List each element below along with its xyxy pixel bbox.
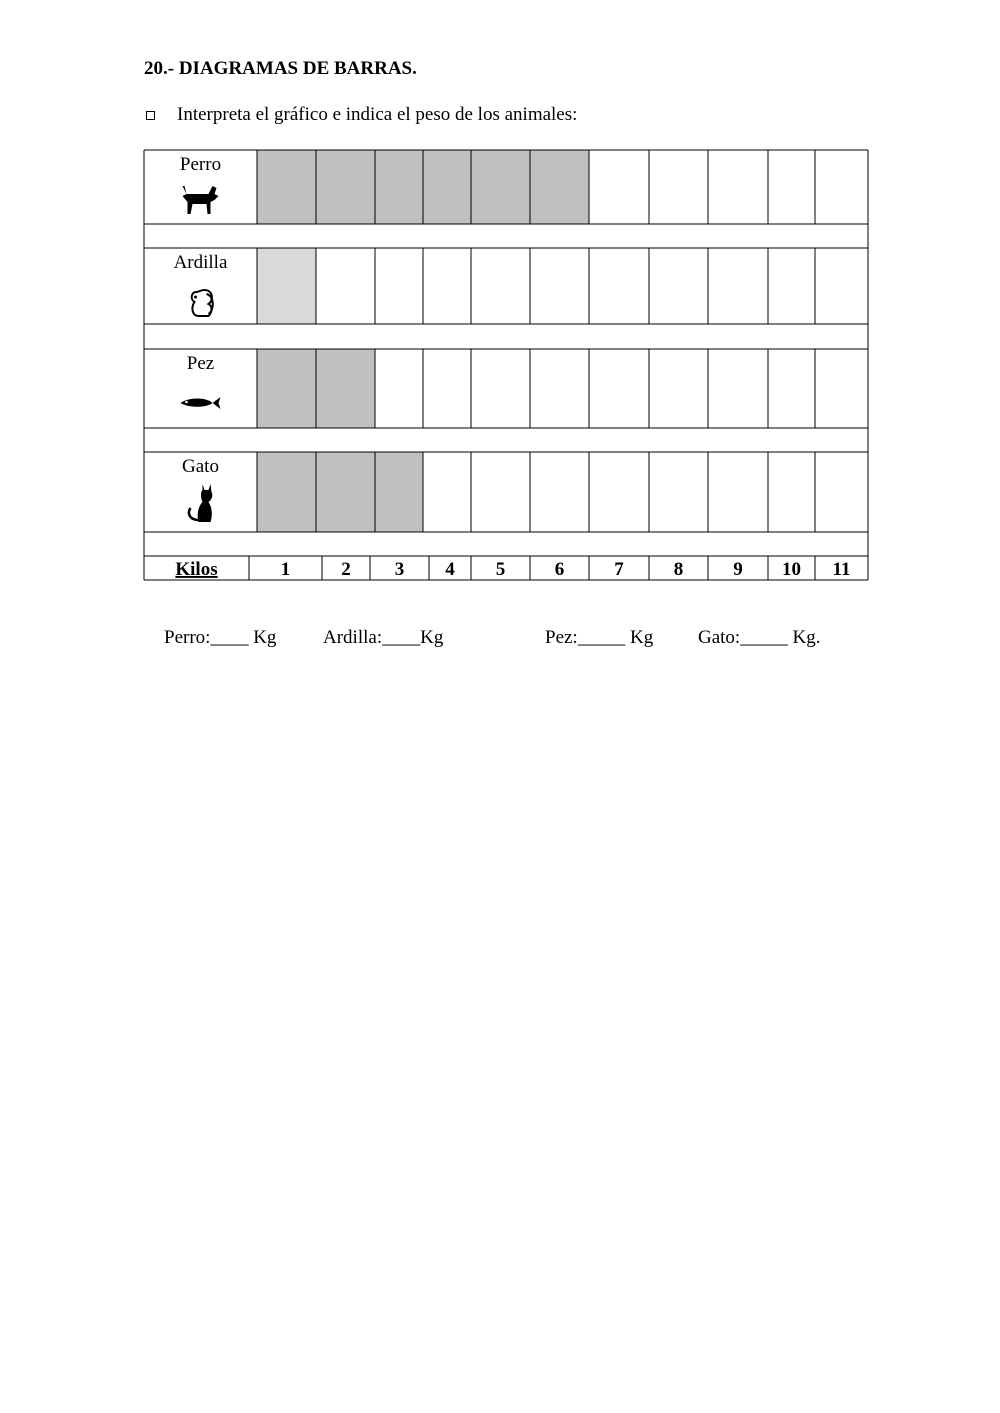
bar-segment	[530, 150, 589, 224]
instruction-text: Interpreta el gráfico e indica el peso de los animales:	[177, 104, 578, 125]
category-label: Pez	[186, 353, 215, 374]
category-label: Perro	[179, 154, 222, 175]
fish-icon	[181, 397, 221, 409]
tick-label: 3	[394, 559, 405, 580]
answer-unit: Kg	[420, 627, 444, 648]
answer-unit: Kg	[625, 627, 654, 648]
tick-label: 9	[733, 559, 743, 580]
dog-icon	[183, 186, 219, 214]
bar-segment	[375, 452, 423, 532]
tick-label: 5	[495, 559, 506, 580]
bar-segment	[316, 150, 375, 224]
bar-segment	[316, 349, 375, 428]
answer-label: Perro:	[164, 627, 211, 648]
answer-blank[interactable]: ____	[210, 627, 249, 648]
squirrel-icon	[192, 290, 213, 316]
answer-label: Pez:	[545, 627, 578, 648]
page-title: 20.- DIAGRAMAS DE BARRAS.	[144, 58, 417, 79]
bar-segment	[257, 248, 316, 324]
bar-segment	[375, 150, 423, 224]
category-label: Gato	[182, 456, 219, 477]
answer-unit: Kg	[248, 627, 277, 648]
tick-label: 7	[614, 559, 624, 580]
cat-icon	[189, 484, 212, 522]
tick-label: 4	[445, 559, 455, 580]
answer-ardilla	[323, 627, 443, 649]
bar-chart	[0, 0, 1000, 600]
bar-segment	[316, 452, 375, 532]
category-label: Ardilla	[173, 252, 228, 273]
axis-label: Kilos	[175, 559, 218, 580]
bar-segment	[423, 150, 471, 224]
bar-segment	[257, 349, 316, 428]
answer-unit: Kg.	[787, 627, 821, 648]
answer-blank[interactable]: _____	[577, 627, 626, 648]
tick-label: 1	[280, 559, 291, 580]
tick-label: 6	[554, 559, 565, 580]
answer-pez	[545, 627, 653, 649]
bar-segment	[257, 150, 316, 224]
answer-blank[interactable]: _____	[740, 627, 788, 648]
answer-blank[interactable]: ____	[382, 627, 421, 648]
answer-label: Ardilla:	[323, 627, 383, 648]
answer-perro	[164, 627, 276, 649]
tick-label: 2	[341, 559, 351, 580]
answer-label: Gato:	[698, 627, 741, 648]
tick-label: 8	[673, 559, 684, 580]
answer-gato	[698, 627, 820, 649]
tick-label: 10	[782, 559, 801, 580]
tick-label: 11	[832, 559, 851, 580]
bar-segment	[471, 150, 530, 224]
bar-segment	[257, 452, 316, 532]
